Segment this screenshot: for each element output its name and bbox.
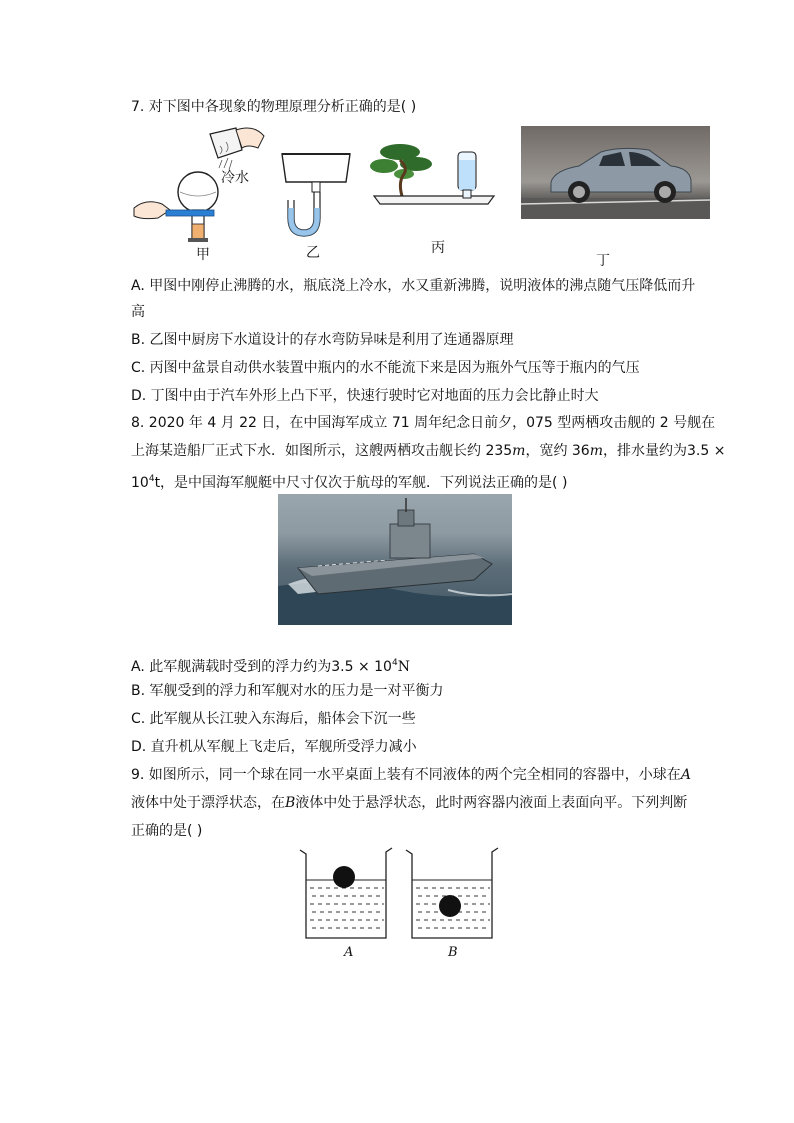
q8-option-a: A. 此军舰满载时受到的浮力约为$3.5 \times 10^4N$ [131,658,410,675]
q7-option-b: B. 乙图中厨房下水道设计的存水弯防异味是利用了连通器原理 [131,332,514,348]
q9-stem-line2: 液体中处于漂浮状态，在B液体中处于悬浮状态，此时两容器内液面上表面向平。下列判断 [131,795,688,811]
label-jia: 甲 [196,247,210,263]
label-ding: 丁 [596,253,610,269]
beaker-b-label: B [448,945,458,960]
q8-option-d: D. 直升机从军舰上飞走后，军舰所受浮力减小 [131,739,417,755]
beaker-b-suspended-ball [404,846,500,942]
q7-option-d: D. 丁图中由于汽车外形上凸下平，快速行驶时它对地面的压力会比静止时大 [131,388,599,404]
q8-option-c: C. 此军舰从长江驶入东海后，船体会下沉一些 [131,711,416,727]
label-bing: 丙 [431,240,445,256]
figure-bing-bonsai [364,138,504,210]
q7-stem: 7. 对下图中各现象的物理原理分析正确的是( ) [131,99,417,115]
label-yi: 乙 [306,245,320,261]
q9-stem-line3: 正确的是( ) [131,823,203,839]
figure-amphibious-ship-photo [278,494,512,625]
q7-option-a-line2: 高 [131,304,145,320]
beaker-a-label: A [344,945,354,960]
q8-stem-line3: $10^4t$，是中国海军舰艇中尺寸仅次于航母的军舰．下列说法正确的是( ) [131,474,568,491]
figure-ding-car-photo [521,126,710,219]
q9-stem-line1: 9. 如图所示，同一个球在同一水平桌面上装有不同液体的两个完全相同的容器中，小球在A [131,767,691,783]
figure-yi-sink-trap [276,148,356,238]
q8-stem-line1: 8. 2020 年 4 月 22 日，在中国海军成立 71 周年纪念日前夕，075 型两栖攻击舰的 2 号舰在 [131,415,716,431]
q7-option-a-line1: A. 甲图中刚停止沸腾的水，瓶底浇上冷水，水又重新沸腾，说明液体的沸点随气压降低而升 [131,278,696,294]
beaker-a-floating-ball [298,846,394,942]
q8-option-b: B. 军舰受到的浮力和军舰对水的压力是一对平衡力 [131,683,444,699]
label-cold-water: 冷水 [221,170,249,186]
q8-stem-line2: 上海某造船厂正式下水．如图所示，这艘两栖攻击舰长约 235m，宽约 36m，排水量约为3.5 × [131,443,726,459]
q7-option-c: C. 丙图中盆景自动供水装置中瓶内的水不能流下来是因为瓶外气压等于瓶内的气压 [131,360,640,376]
